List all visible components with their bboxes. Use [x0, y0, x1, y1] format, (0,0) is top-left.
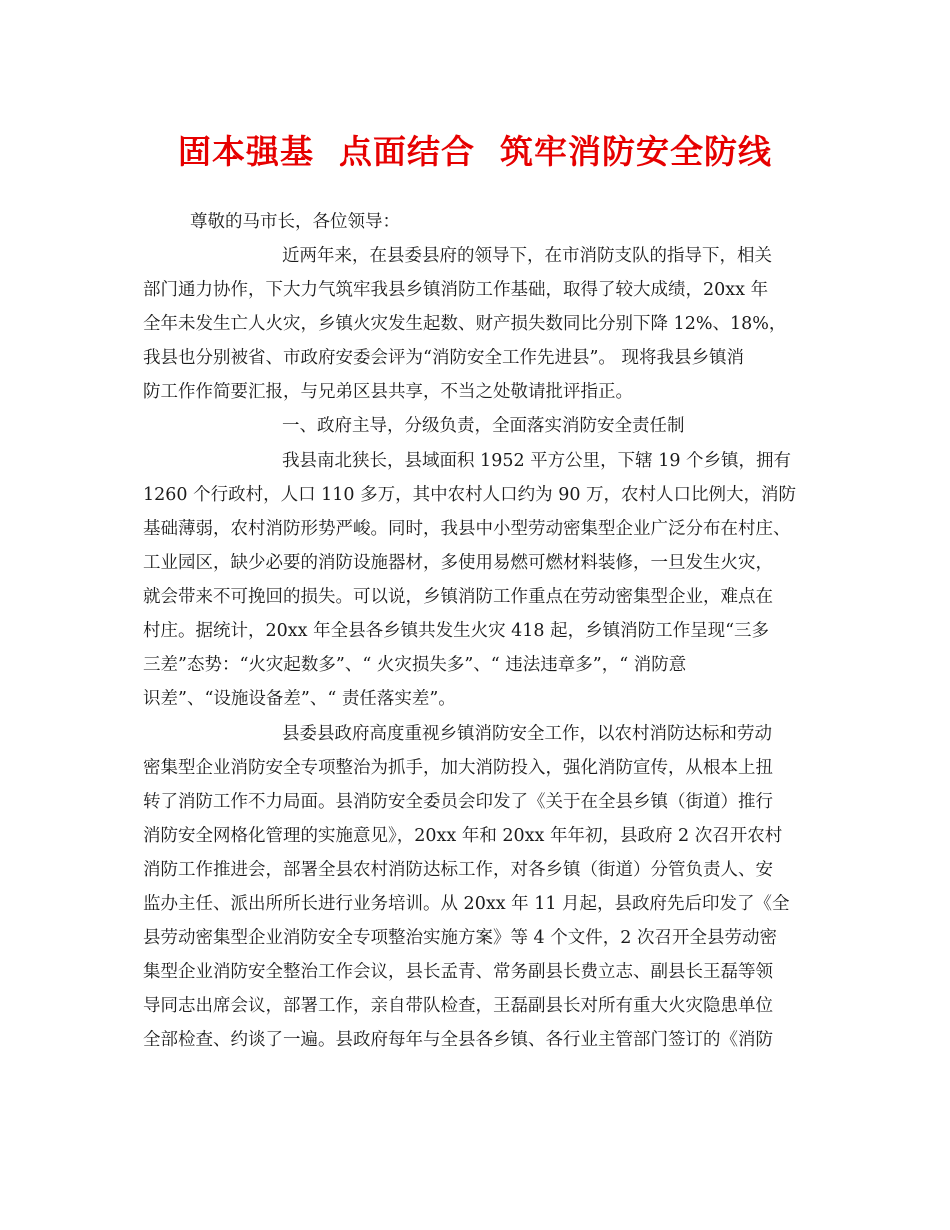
paragraph-line: 县劳动密集型企业消防安全专项整治实施方案》等 4 个文件，2 次召开全县劳动密 — [143, 928, 777, 948]
paragraph-line: 监办主任、派出所所长进行业务培训。从 20xx 年 11 月起，县政府先后印发了《全 — [143, 894, 790, 914]
paragraph-line: 我县南北狭长，县域面积 1952 平方公里，下辖 19 个乡镇，拥有 — [282, 451, 792, 471]
paragraph-line: 基础薄弱，农村消防形势严峻。同时，我县中小型劳动密集型企业广泛分布在村庄、 — [143, 519, 791, 539]
paragraph-line: 消防安全网格化管理的实施意见》，20xx 年和 20xx 年年初，县政府 2 次召开农村 — [143, 826, 783, 846]
paragraph-line: 就会带来不可挽回的损失。可以说，乡镇消防工作重点在劳动密集型企业，难点在 — [143, 587, 773, 607]
salutation: 尊敬的马市长，各位领导： — [190, 212, 400, 232]
paragraph-line: 工业园区，缺少必要的消防设施器材，多使用易燃可燃材料装修，一旦发生火灾， — [143, 553, 773, 573]
paragraph-line: 村庄。据统计，20xx 年全县各乡镇共发生火灾 418 起，乡镇消防工作呈现“三多 — [143, 621, 770, 641]
paragraph-line: 我县也分别被省、市政府安委会评为“消防安全工作先进县”。 现将我县乡镇消 — [143, 348, 744, 368]
paragraph-line: 导同志出席会议，部署工作，亲自带队检查，王磊副县长对所有重大火灾隐患单位 — [143, 996, 773, 1016]
paragraph-line: 识差”、“设施设备差”、“ 责任落实差”。 — [143, 689, 456, 709]
paragraph-line: 部门通力协作，下大力气筑牢我县乡镇消防工作基础，取得了较大成绩，20xx 年 — [143, 280, 769, 300]
paragraph-line: 近两年来，在县委县府的领导下，在市消防支队的指导下，相关 — [282, 246, 772, 266]
paragraph-line: 全年未发生亡人火灾，乡镇火灾发生起数、财产损失数同比分别下降 12%、18%， — [143, 314, 787, 334]
paragraph-line: 三差”态势：“火灾起数多”、“ 火灾损失多”、“ 违法违章多”，“ 消防意 — [143, 655, 687, 675]
paragraph-line: 全部检查、约谈了一遍。县政府每年与全县各乡镇、各行业主管部门签订的《消防 — [143, 1030, 773, 1050]
paragraph-line: 集型企业消防安全整治工作会议，县长孟青、常务副县长费立志、副县长王磊等领 — [143, 962, 773, 982]
paragraph-line: 县委县政府高度重视乡镇消防安全工作，以农村消防达标和劳动 — [282, 724, 772, 744]
paragraph-line: 消防工作推进会，部署全县农村消防达标工作，对各乡镇（街道）分管负责人、安 — [143, 860, 773, 880]
paragraph-line: 转了消防工作不力局面。县消防安全委员会印发了《关于在全县乡镇（街道）推行 — [143, 792, 773, 812]
section-heading: 一、政府主导，分级负责，全面落实消防安全责任制 — [282, 416, 685, 436]
paragraph-line: 防工作作简要汇报，与兄弟区县共享，不当之处敬请批评指正。 — [143, 382, 633, 402]
paragraph-line: 1260 个行政村，人口 110 多万，其中农村人口约为 90 万，农村人口比例大，消防 — [143, 485, 797, 505]
document-title: 固本强基 点面结合 筑牢消防安全防线 — [178, 132, 772, 171]
paragraph-line: 密集型企业消防安全专项整治为抓手，加大消防投入，强化消防宣传，从根本上扭 — [143, 758, 773, 778]
